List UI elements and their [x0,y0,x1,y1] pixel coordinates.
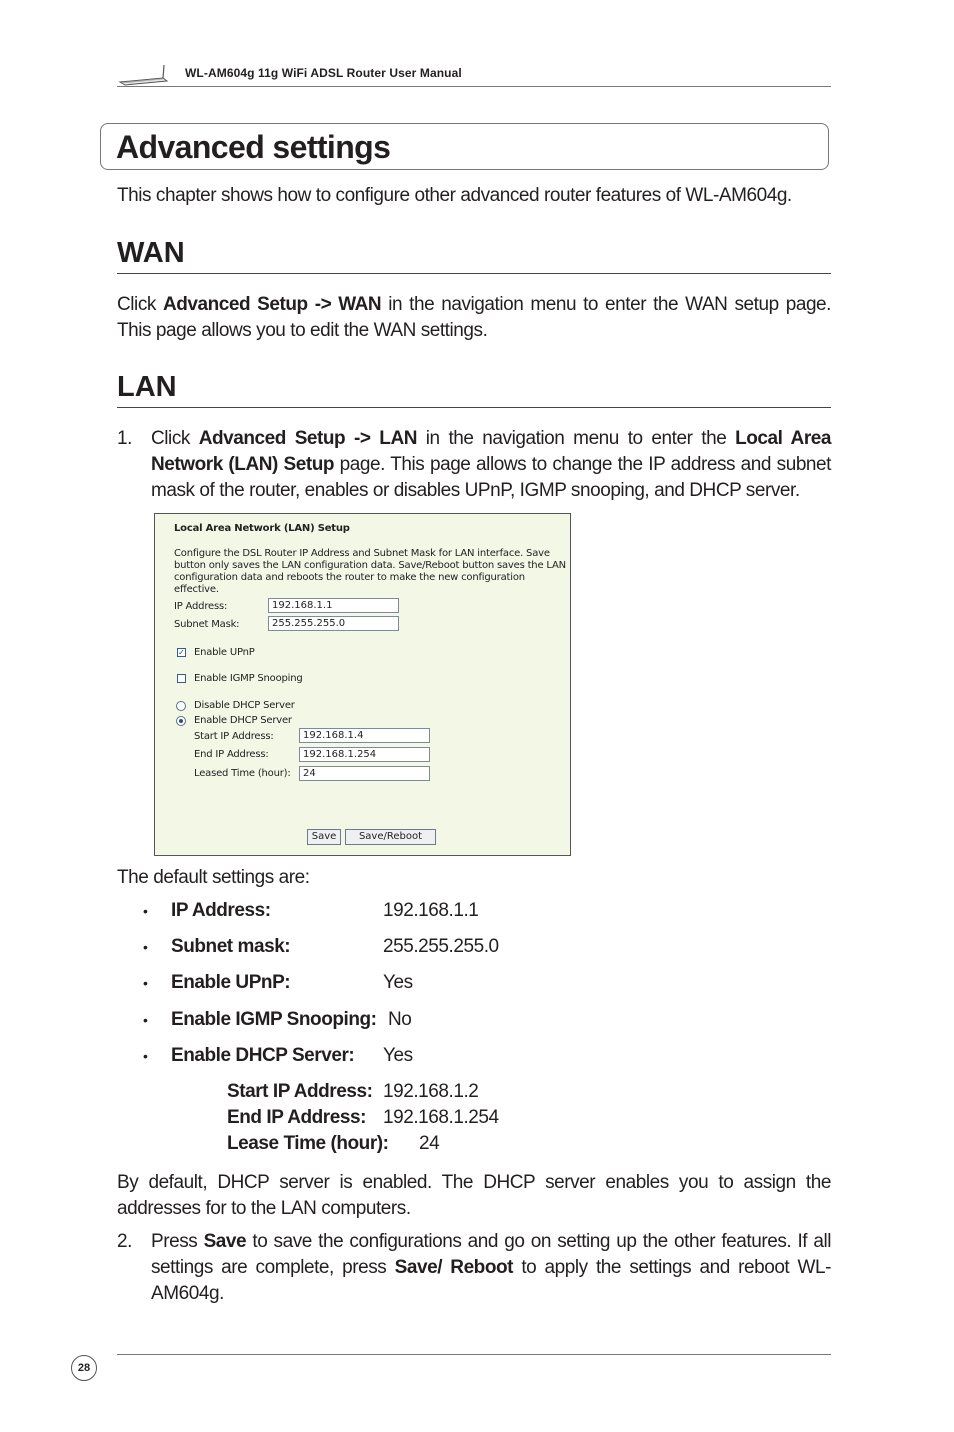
default-upnp-value: Yes [383,972,413,993]
default-subnet-value: 255.255.255.0 [383,936,499,957]
step2-line3: AM604g. [151,1283,224,1304]
header-rule [117,86,831,87]
bullet-icon: • [143,903,148,919]
wan-paragraph-line2: This page allows you to edit the WAN settings. [117,320,488,341]
step1-line2: Network (LAN) Setup page. This page allows to change the IP address and subnet [151,454,831,475]
disable-dhcp-label: Disable DHCP Server [194,700,295,711]
enable-igmp-label: Enable IGMP Snooping [194,673,303,684]
defaults-intro: The default settings are: [117,867,310,888]
step1-number: 1. [117,428,132,449]
ip-address-input[interactable]: 192.168.1.1 [268,598,399,613]
default-subnet-label: Subnet mask: [171,936,291,957]
default-ip-value: 192.168.1.1 [383,900,479,921]
lease-time-input[interactable]: 24 [299,766,430,781]
step1-line1: Click Advanced Setup -> LAN in the navigation menu to enter the Local Area [151,428,831,449]
disable-dhcp-radio[interactable] [176,701,186,711]
step2-line1: Press Save to save the configurations and go on setting up the other features. If all [151,1231,831,1252]
start-ip-label: Start IP Address: [194,731,274,742]
ip-address-label: IP Address: [174,601,228,612]
lan-setup-desc-3: configuration data and reboots the router to make the new configuration effective. [174,572,525,595]
lan-rule [117,407,831,408]
closing-paragraph-line2: addresses for to the LAN computers. [117,1198,411,1219]
bullet-icon: • [143,939,148,955]
closing-paragraph-line1: By default, DHCP server is enabled. The DHCP server enables you to assign the [117,1172,831,1193]
start-ip-input[interactable]: 192.168.1.4 [299,728,430,743]
enable-upnp-checkbox[interactable]: ✓ [178,648,185,657]
default-end-ip-label: End IP Address: [227,1107,366,1128]
chapter-title: Advanced settings [116,129,391,165]
default-lease-value: 24 [419,1133,440,1154]
enable-igmp-checkbox[interactable] [177,674,186,683]
wan-rule [117,273,831,274]
end-ip-input[interactable]: 192.168.1.254 [299,747,430,762]
bullet-icon: • [143,1012,148,1028]
lan-setup-desc-2: button only saves the LAN configuration data. Save/Reboot button saves the LAN [174,560,566,571]
footer-rule [117,1354,831,1355]
default-dhcp-label: Enable DHCP Server: [171,1045,355,1066]
enable-upnp-label: Enable UPnP [194,647,255,658]
default-ip-label: IP Address: [171,900,271,921]
default-end-ip-value: 192.168.1.254 [383,1107,499,1128]
lan-heading: LAN [117,371,177,403]
save-reboot-button[interactable]: Save/Reboot [345,829,436,845]
manual-title: WL-AM604g 11g WiFi ADSL Router User Manual [185,66,462,80]
wan-paragraph-line1: Click Advanced Setup -> WAN in the navigation menu to enter the WAN setup page. [117,294,832,315]
lan-setup-screenshot [154,513,571,856]
lan-setup-desc-1: Configure the DSL Router IP Address and Subnet Mask for LAN interface. Save [174,548,550,559]
step1-line3: mask of the router, enables or disables UPnP, IGMP snooping, and DHCP server. [151,480,800,501]
enable-dhcp-radio[interactable] [176,716,186,726]
wan-heading: WAN [117,237,185,269]
default-igmp-value: No [388,1009,412,1030]
subnet-mask-input[interactable]: 255.255.255.0 [268,616,399,631]
page-number: 28 [71,1355,97,1381]
default-igmp-label: Enable IGMP Snooping: [171,1009,377,1030]
end-ip-label: End IP Address: [194,749,269,760]
default-start-ip-value: 192.168.1.2 [383,1081,479,1102]
default-lease-label: Lease Time (hour): [227,1133,389,1154]
default-dhcp-value: Yes [383,1045,413,1066]
default-start-ip-label: Start IP Address: [227,1081,373,1102]
chapter-intro: This chapter shows how to configure other advanced router features of WL-AM604g. [117,185,792,206]
lan-setup-title: Local Area Network (LAN) Setup [174,523,350,534]
enable-dhcp-label: Enable DHCP Server [194,715,292,726]
step2-number: 2. [117,1231,132,1252]
router-icon [117,64,169,88]
lease-time-label: Leased Time (hour): [194,768,291,779]
subnet-mask-label: Subnet Mask: [174,619,240,630]
bullet-icon: • [143,1048,148,1064]
bullet-icon: • [143,975,148,991]
default-upnp-label: Enable UPnP: [171,972,291,993]
step2-line2: settings are complete, press Save/ Reboot to apply the settings and reboot WL- [151,1257,832,1278]
save-button[interactable]: Save [307,829,341,845]
